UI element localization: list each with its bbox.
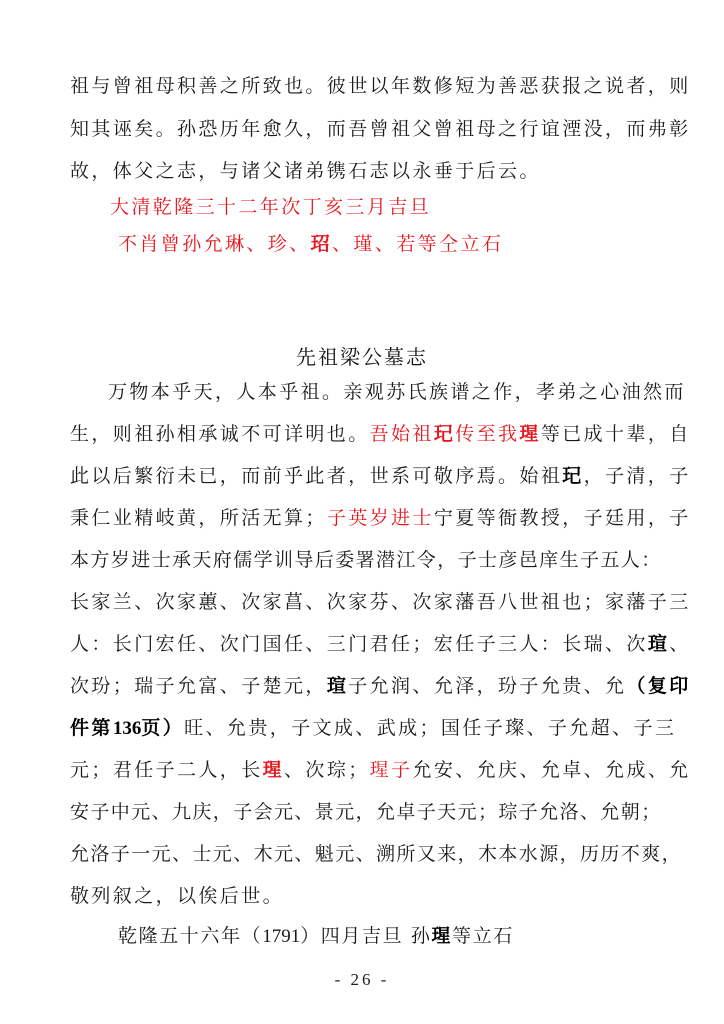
- highlight-text: 瑆子: [369, 759, 413, 781]
- highlight-name: 瑆: [519, 423, 541, 445]
- text: 、次琮；: [284, 759, 370, 781]
- highlight-text: 吾始祖: [369, 423, 434, 445]
- text: 宁夏等衙教授，子廷用，子: [433, 507, 691, 529]
- closing-line: [118, 922, 708, 951]
- text: 次玢；瑞子允富、子楚元，: [70, 675, 327, 697]
- reprint-note: （复印: [626, 675, 691, 697]
- text: ，子清，子: [583, 465, 691, 487]
- highlight-text: 子英岁进士: [326, 507, 434, 529]
- text: 人：长门宏任、次门国任、三门君任；宏任子三人：长瑞、次: [70, 633, 648, 655]
- text-line: [70, 504, 691, 532]
- signers-text: 不肖曾孙允琳、珍、: [118, 233, 311, 255]
- text-line: [70, 630, 691, 658]
- section-title: 先祖梁公墓志: [296, 345, 428, 369]
- reprint-note: 件第: [70, 717, 113, 739]
- signers-line: [118, 230, 708, 258]
- text-line: [70, 462, 691, 490]
- text: 子允润、允泽，玢子允贵、允: [348, 675, 627, 697]
- text-line: 长家兰、次家蕙、次家菖、次家芬、次家藩吾八世祖也；家藩子三: [70, 591, 691, 613]
- text: 等立石: [452, 925, 514, 947]
- bold-name: 瑆: [431, 925, 453, 947]
- text-line: 允洛子一元、士元、木元、魁元、溯所又来，木本水源，历历不爽，: [70, 843, 683, 865]
- text-line: [70, 420, 691, 448]
- text-line: 敬列叙之，以俟后世。: [70, 885, 285, 907]
- text: ）四月吉旦 孙: [300, 925, 432, 947]
- page-number: - 26 -: [334, 970, 390, 989]
- text: 允安、允庆、允卓、允成、允: [412, 759, 691, 781]
- text-line: [70, 672, 691, 700]
- signer-name-highlight: 玿: [310, 233, 333, 255]
- highlight-name: 玘: [433, 423, 456, 445]
- highlight-text: 传至我: [455, 423, 520, 445]
- year: 1791: [262, 926, 301, 947]
- text: 秉仁业精岐黄，所活无算；: [70, 507, 327, 529]
- bold-name: 瑄: [326, 675, 349, 697]
- text: 生，则祖孙相承诚不可详明也。: [70, 423, 370, 445]
- reprint-note: 页）: [141, 717, 185, 739]
- text-line: 故，体父之志，与诸父诸弟镌石志以永垂于后云。: [70, 160, 541, 182]
- text-line: 本方岁进士承天府儒学训导后委署潜江令，子士彦邑庠生子五人：: [70, 549, 662, 571]
- text-line: [70, 714, 677, 743]
- bold-name: 瑄: [647, 633, 670, 655]
- text-line: 知其诬矣。孙恐历年愈久，而吾曾祖父曾祖母之行谊湮没，而弗彰: [70, 118, 691, 140]
- highlight-name: 瑆: [262, 759, 285, 781]
- text: 等已成十辈，自: [540, 423, 691, 445]
- text-line: 安子中元、九庆，子会元、景元，允卓子天元；琮子允洛、允朝；: [70, 801, 662, 823]
- text-line: 万物本乎天，人本乎祖。亲观苏氏族谱之作，孝弟之心油然而: [108, 381, 686, 403]
- signers-text: 、瑾、若等仝立石: [332, 233, 504, 255]
- bold-name: 玘: [562, 465, 584, 487]
- text: 旺、允贵，子文成、武成；国任子璨、子允超、子三: [184, 717, 677, 739]
- text: 乾隆五十六年（: [118, 925, 263, 947]
- text: 、: [669, 633, 691, 655]
- text: 元；君任子二人，长: [70, 759, 263, 781]
- reprint-page-number: 136: [112, 718, 142, 739]
- text: 此以后繁衍未已，而前乎此者，世系可敬序焉。始祖: [70, 465, 563, 487]
- text-line: [70, 756, 691, 784]
- text-line: 祖与曾祖母积善之所致也。彼世以年数修短为善恶获报之说者，则: [70, 75, 691, 97]
- date-line: 大清乾隆三十二年次丁亥三月吉旦: [110, 196, 432, 218]
